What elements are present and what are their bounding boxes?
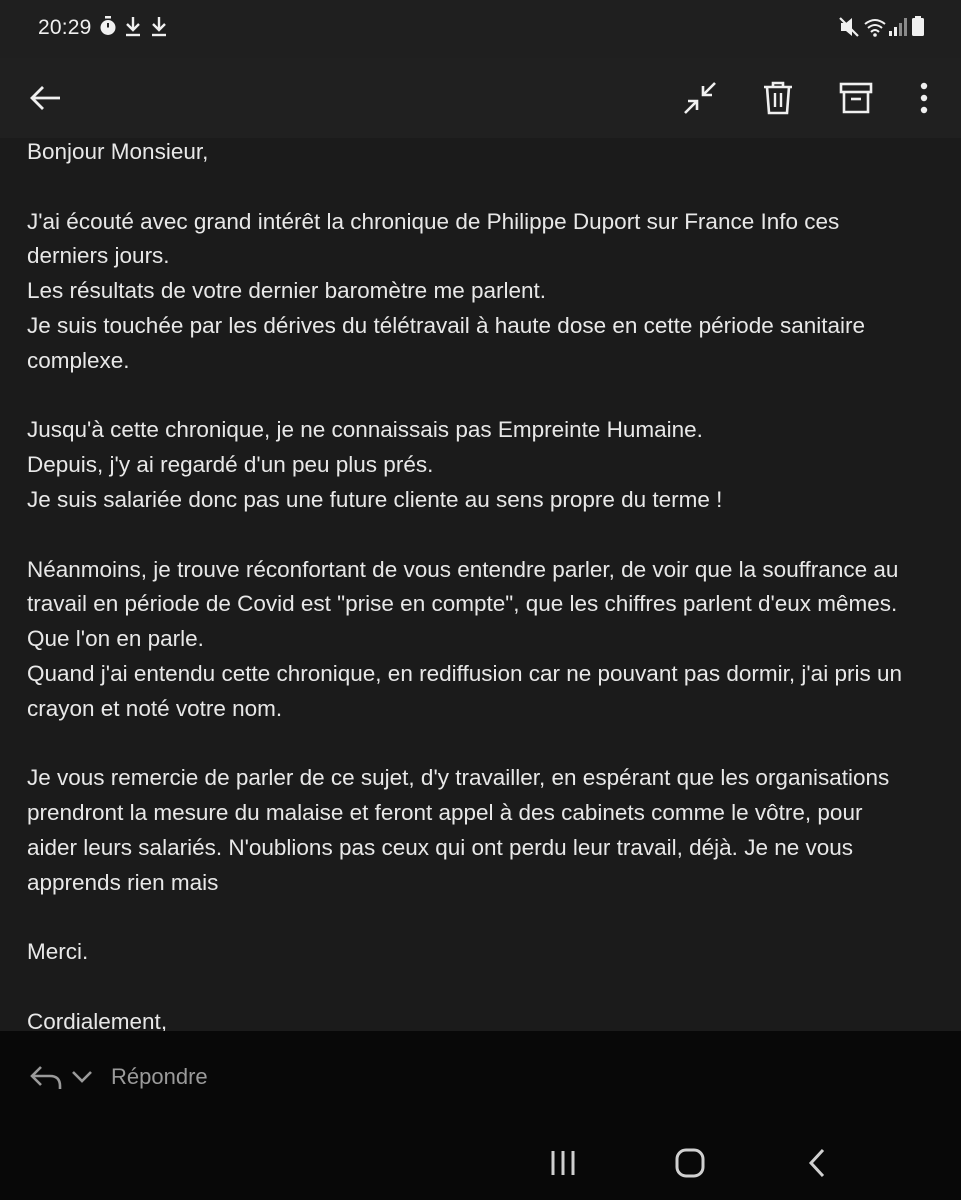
app-bar bbox=[0, 58, 961, 138]
message-paragraph bbox=[27, 935, 942, 970]
message-line: Je vous remercie de parler de ce sujet, d'y travailler, en espérant que les organisations bbox=[27, 765, 890, 791]
message-text bbox=[27, 138, 942, 1031]
message-line: Depuis, j'y ai regardé d'un peu plus prés. bbox=[27, 452, 434, 478]
delete-button[interactable] bbox=[752, 72, 804, 124]
reply-options-button[interactable] bbox=[70, 1067, 94, 1092]
message-line: Je suis salariée donc pas une future cliente au sens propre du terme ! bbox=[27, 486, 723, 512]
message-line: crayon et noté votre nom. bbox=[27, 695, 283, 721]
back-arrow-icon bbox=[28, 80, 64, 116]
message-paragraph bbox=[27, 1005, 942, 1031]
message-line: apprends rien mais bbox=[27, 869, 219, 895]
back-button[interactable] bbox=[20, 72, 72, 124]
more-options-button[interactable] bbox=[898, 72, 950, 124]
message-line: derniers jours. bbox=[27, 243, 170, 269]
trash-icon bbox=[761, 79, 795, 117]
mute-icon bbox=[838, 14, 860, 45]
message-line: Bonjour Monsieur, bbox=[27, 139, 209, 164]
message-paragraph bbox=[27, 553, 942, 727]
battery-icon bbox=[910, 14, 926, 45]
status-bar bbox=[0, 0, 961, 58]
message-line: Que l'on en parle. bbox=[27, 626, 204, 652]
archive-icon bbox=[839, 80, 873, 116]
more-vert-icon bbox=[918, 81, 930, 115]
back-chevron-icon bbox=[805, 1147, 829, 1179]
reply-bar bbox=[0, 1031, 961, 1127]
system-back-button[interactable] bbox=[792, 1141, 842, 1185]
message-paragraph bbox=[27, 413, 942, 517]
message-line: Les résultats de votre dernier baromètre me parlent. bbox=[27, 278, 547, 304]
reply-icon bbox=[28, 1061, 64, 1095]
reply-button[interactable] bbox=[28, 1061, 64, 1100]
message-line: J'ai écouté avec grand intérêt la chronique de Philippe Duport sur France Info ces bbox=[27, 208, 840, 234]
collapse-button[interactable] bbox=[674, 72, 726, 124]
message-line: Cordialement, bbox=[27, 1008, 168, 1031]
signal-icon bbox=[888, 14, 908, 45]
message-line: Néanmoins, je trouve réconfortant de vous entendre parler, de voir que la souffrance au bbox=[27, 556, 899, 582]
message-paragraph bbox=[27, 138, 942, 170]
message-line: Je suis touchée par les dérives du télétravail à haute dose en cette période sanitaire bbox=[27, 312, 866, 338]
recent-apps-button[interactable] bbox=[538, 1141, 588, 1185]
timer-icon bbox=[98, 15, 118, 43]
message-line: aider leurs salariés. N'oublions pas ceux qui ont perdu leur travail, déjà. Je ne vous bbox=[27, 834, 854, 860]
message-line: Jusqu'à cette chronique, je ne connaissais pas Empreinte Humaine. bbox=[27, 417, 703, 443]
message-line: Merci. bbox=[27, 939, 89, 965]
collapse-icon bbox=[681, 79, 719, 117]
chevron-down-icon bbox=[70, 1067, 94, 1087]
home-icon bbox=[674, 1147, 706, 1179]
reply-label[interactable]: Répondre bbox=[111, 1064, 208, 1089]
navigation-bar bbox=[0, 1127, 961, 1200]
message-body[interactable] bbox=[0, 138, 961, 1031]
message-line: Quand j'ai entendu cette chronique, en rediffusion car ne pouvant pas dormir, j'ai pris un bbox=[27, 660, 902, 686]
wifi-icon bbox=[863, 14, 887, 45]
message-line: prendront la mesure du malaise et feront appel à des cabinets comme le vôtre, pour bbox=[27, 800, 863, 826]
download-icon bbox=[124, 15, 142, 43]
recent-apps-icon bbox=[548, 1148, 578, 1178]
message-line: travail en période de Covid est "prise en compte", que les chiffres parlent d'eux mêmes. bbox=[27, 591, 898, 617]
message-paragraph bbox=[27, 205, 942, 379]
message-line: complexe. bbox=[27, 347, 130, 373]
download-icon bbox=[150, 15, 168, 43]
status-time: 20:29 bbox=[38, 16, 92, 39]
home-button[interactable] bbox=[665, 1141, 715, 1185]
message-paragraph bbox=[27, 761, 942, 900]
archive-button[interactable] bbox=[830, 72, 882, 124]
